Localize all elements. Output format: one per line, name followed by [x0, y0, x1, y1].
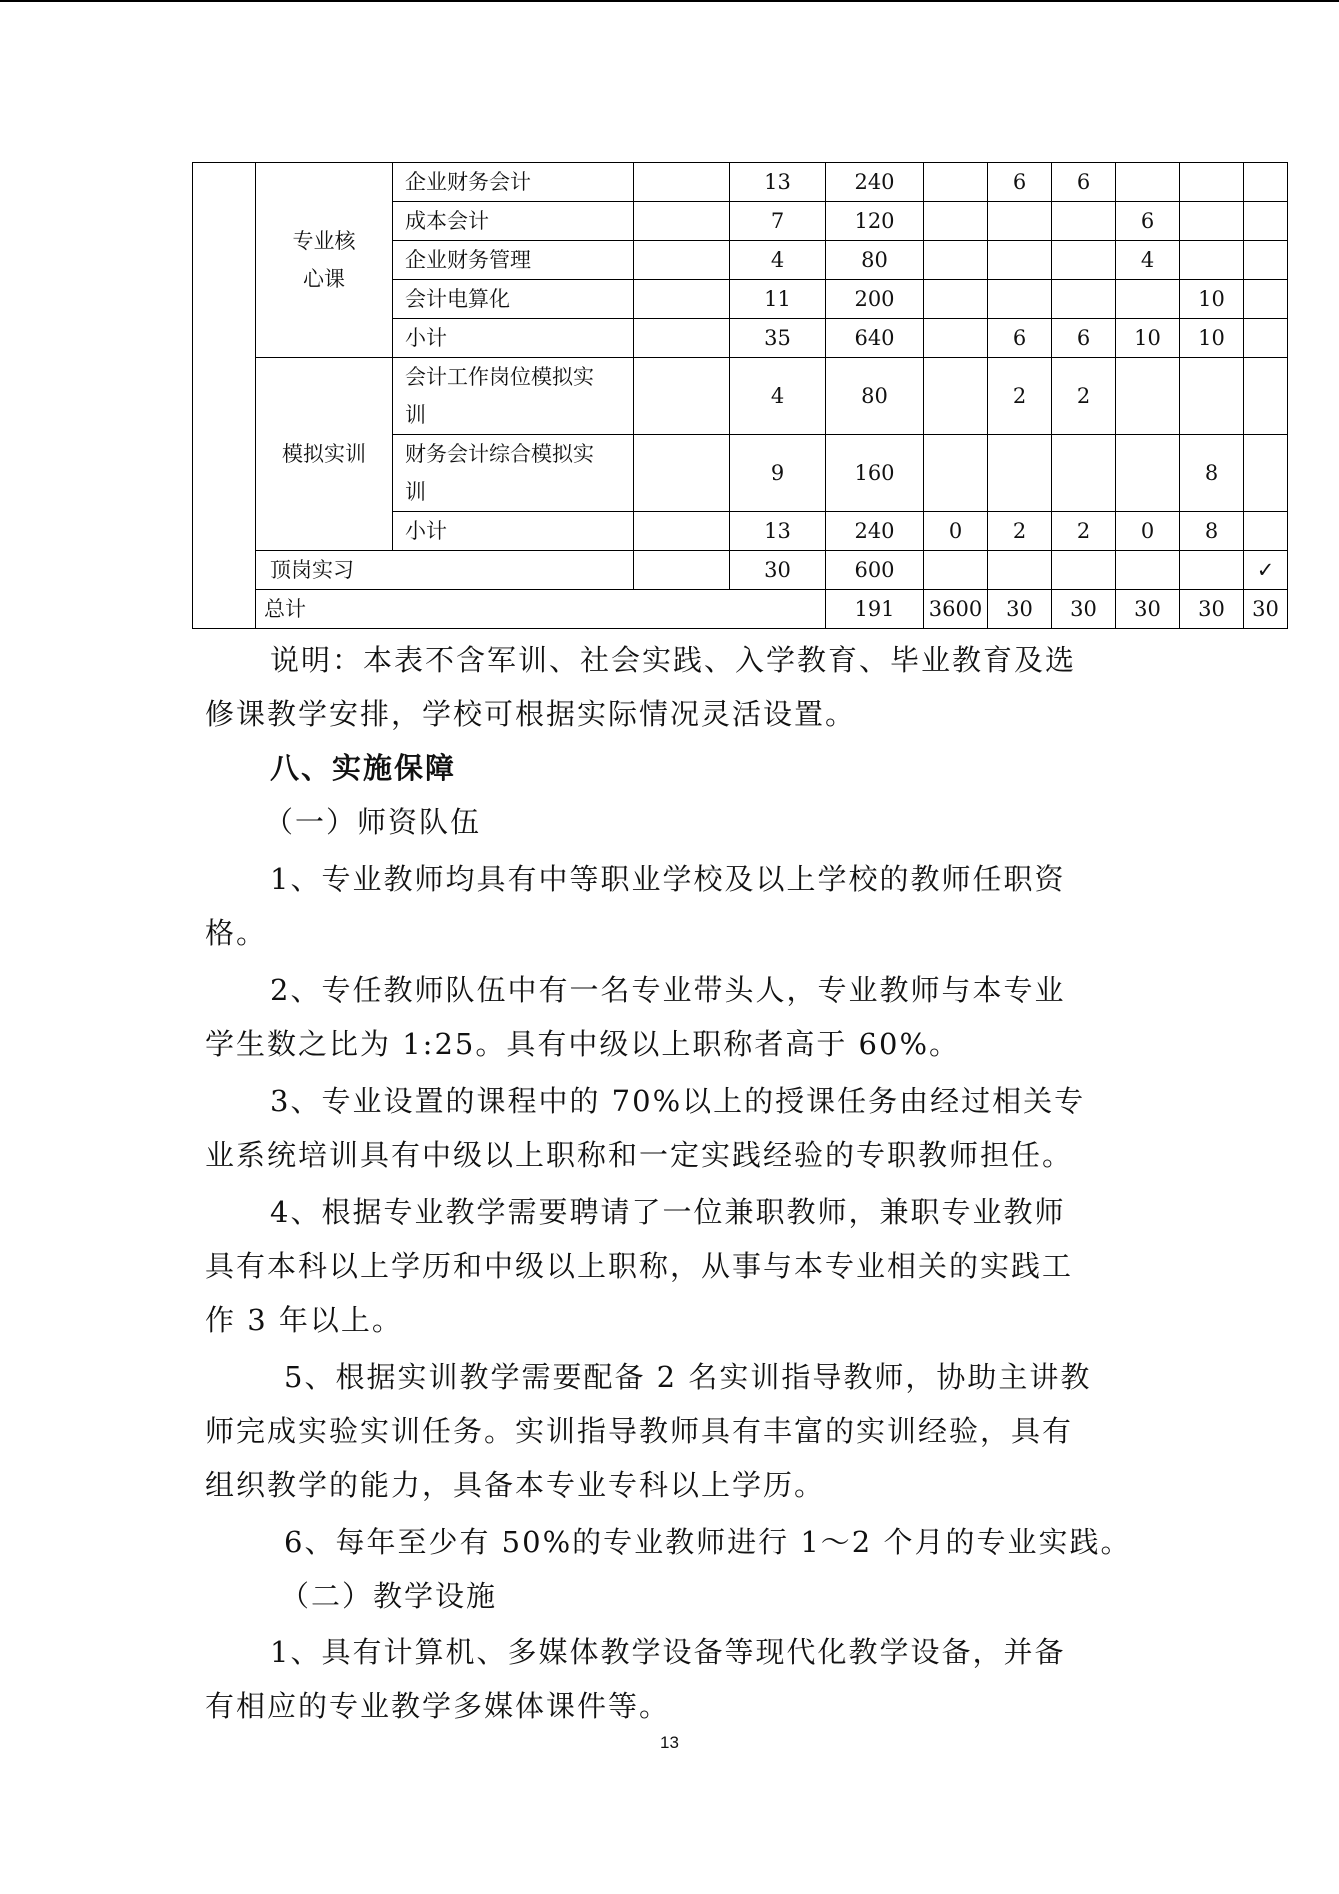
- credits-cell: 13: [730, 163, 826, 202]
- semester-cell: 6: [988, 319, 1052, 358]
- semester-cell: 2: [988, 358, 1052, 435]
- semester-cell: 8: [1180, 512, 1244, 551]
- hours-cell: 80: [826, 241, 924, 280]
- semester-cell: [988, 435, 1052, 512]
- semester-cell: [924, 319, 988, 358]
- hours-cell: 240: [826, 163, 924, 202]
- hours-cell: 80: [826, 358, 924, 435]
- paragraph: 有相应的专业教学多媒体课件等。: [205, 1689, 671, 1723]
- semester-cell: 8: [1180, 435, 1244, 512]
- credits-cell: 11: [730, 280, 826, 319]
- semester-cell: [1116, 358, 1180, 435]
- semester-cell: [1244, 241, 1288, 280]
- empty-cell: [634, 319, 730, 358]
- semester-cell: [1244, 512, 1288, 551]
- total-label: 总计: [256, 590, 826, 629]
- course-name: 财务会计综合模拟实 训: [393, 435, 634, 512]
- semester-cell: [1052, 435, 1116, 512]
- section-heading: 八、实施保障: [270, 751, 457, 785]
- credits-cell: 4: [730, 241, 826, 280]
- credits-cell: 7: [730, 202, 826, 241]
- semester-cell: [924, 435, 988, 512]
- semester-cell: 30: [1180, 590, 1244, 629]
- semester-cell: 10: [1180, 319, 1244, 358]
- semester-cell: [924, 551, 988, 590]
- empty-cell: [634, 202, 730, 241]
- semester-cell: [1180, 163, 1244, 202]
- semester-cell: 2: [1052, 358, 1116, 435]
- semester-cell: [1244, 358, 1288, 435]
- hours-cell: 240: [826, 512, 924, 551]
- semester-cell: [1116, 280, 1180, 319]
- semester-cell: 6: [1052, 319, 1116, 358]
- paragraph: 5、根据实训教学需要配备 2 名实训指导教师，协助主讲教: [284, 1360, 1092, 1394]
- empty-cell: [634, 551, 730, 590]
- semester-cell: 6: [988, 163, 1052, 202]
- empty-cell: [634, 241, 730, 280]
- empty-cell: [634, 163, 730, 202]
- paragraph: 具有本科以上学历和中级以上职称，从事与本专业相关的实践工: [205, 1249, 1074, 1283]
- table-note: 说明：本表不含军训、社会实践、入学教育、毕业教育及选: [270, 643, 1077, 677]
- semester-cell: 10: [1116, 319, 1180, 358]
- hours-cell: 200: [826, 280, 924, 319]
- semester-cell: [1052, 202, 1116, 241]
- paragraph: 作 3 年以上。: [205, 1303, 403, 1337]
- empty-cell: [634, 512, 730, 551]
- semester-cell: 2: [1052, 512, 1116, 551]
- semester-cell: [1244, 202, 1288, 241]
- semester-cell: [1116, 163, 1180, 202]
- hours-cell: 640: [826, 319, 924, 358]
- course-name: 会计工作岗位模拟实 训: [393, 358, 634, 435]
- top-border-line: [0, 0, 1339, 2]
- hours-cell: 3600: [924, 590, 988, 629]
- semester-cell: 6: [1052, 163, 1116, 202]
- curriculum-table: [192, 162, 1288, 629]
- semester-cell: [924, 163, 988, 202]
- course-name: 成本会计: [393, 202, 634, 241]
- semester-cell: [1180, 358, 1244, 435]
- subsection-heading: （一）师资队伍: [264, 805, 482, 839]
- paragraph: 师完成实验实训任务。实训指导教师具有丰富的实训经验，具有: [205, 1414, 1074, 1448]
- semester-cell: 6: [1116, 202, 1180, 241]
- group-label-core: 专业核 心课: [256, 163, 393, 358]
- checkmark-icon: ✓: [1244, 551, 1288, 590]
- semester-cell: [1244, 435, 1288, 512]
- subtotal-label: 小计: [393, 512, 634, 551]
- semester-cell: [988, 551, 1052, 590]
- hours-cell: 160: [826, 435, 924, 512]
- credits-cell: 191: [826, 590, 924, 629]
- credits-cell: 35: [730, 319, 826, 358]
- semester-cell: 2: [988, 512, 1052, 551]
- semester-cell: [988, 202, 1052, 241]
- semester-cell: [1244, 319, 1288, 358]
- semester-cell: [1052, 551, 1116, 590]
- semester-cell: 30: [988, 590, 1052, 629]
- semester-cell: 30: [1052, 590, 1116, 629]
- subsection-heading: （二）教学设施: [280, 1579, 498, 1613]
- semester-cell: 4: [1116, 241, 1180, 280]
- semester-cell: [1116, 435, 1180, 512]
- semester-cell: [1244, 163, 1288, 202]
- semester-cell: 0: [924, 512, 988, 551]
- paragraph: 2、专任教师队伍中有一名专业带头人，专业教师与本专业: [270, 973, 1066, 1007]
- paragraph: 4、根据专业教学需要聘请了一位兼职教师，兼职专业教师: [270, 1195, 1066, 1229]
- category-cell: [193, 163, 256, 629]
- empty-cell: [634, 358, 730, 435]
- paragraph: 组织教学的能力，具备本专业专科以上学历。: [205, 1468, 826, 1502]
- table-row: [193, 358, 1288, 435]
- semester-cell: [1180, 202, 1244, 241]
- semester-cell: 30: [1116, 590, 1180, 629]
- course-name: 企业财务会计: [393, 163, 634, 202]
- page-number: 13: [660, 1733, 679, 1752]
- semester-cell: [1052, 241, 1116, 280]
- hours-cell: 600: [826, 551, 924, 590]
- semester-cell: 30: [1244, 590, 1288, 629]
- credits-cell: 30: [730, 551, 826, 590]
- table-row: [193, 163, 1288, 202]
- semester-cell: 0: [1116, 512, 1180, 551]
- semester-cell: [1052, 280, 1116, 319]
- paragraph: 6、每年至少有 50%的专业教师进行 1～2 个月的专业实践。: [284, 1525, 1132, 1559]
- semester-cell: [924, 280, 988, 319]
- course-name: 会计电算化: [393, 280, 634, 319]
- semester-cell: [1244, 280, 1288, 319]
- semester-cell: [924, 358, 988, 435]
- paragraph: 学生数之比为 1:25。具有中级以上职称者高于 60%。: [205, 1027, 961, 1061]
- table-note-continued: 修课教学安排，学校可根据实际情况灵活设置。: [205, 697, 857, 731]
- semester-cell: [1116, 551, 1180, 590]
- table-row: [193, 590, 1288, 629]
- semester-cell: [924, 202, 988, 241]
- subtotal-label: 小计: [393, 319, 634, 358]
- semester-cell: 10: [1180, 280, 1244, 319]
- group-label-sim: 模拟实训: [256, 358, 393, 551]
- paragraph: 1、专业教师均具有中等职业学校及以上学校的教师任职资: [270, 862, 1066, 896]
- hours-cell: 120: [826, 202, 924, 241]
- semester-cell: [1180, 551, 1244, 590]
- paragraph: 3、专业设置的课程中的 70%以上的授课任务由经过相关专: [270, 1084, 1086, 1118]
- paragraph: 1、具有计算机、多媒体教学设备等现代化教学设备，并备: [270, 1635, 1066, 1669]
- credits-cell: 13: [730, 512, 826, 551]
- internship-label: 顶岗实习: [256, 551, 634, 590]
- semester-cell: [1180, 241, 1244, 280]
- semester-cell: [988, 280, 1052, 319]
- credits-cell: 9: [730, 435, 826, 512]
- credits-cell: 4: [730, 358, 826, 435]
- semester-cell: [988, 241, 1052, 280]
- empty-cell: [634, 435, 730, 512]
- course-name: 企业财务管理: [393, 241, 634, 280]
- table-row: [193, 551, 1288, 590]
- paragraph: 业系统培训具有中级以上职称和一定实践经验的专职教师担任。: [205, 1138, 1074, 1172]
- paragraph: 格。: [205, 916, 268, 950]
- semester-cell: [924, 241, 988, 280]
- empty-cell: [634, 280, 730, 319]
